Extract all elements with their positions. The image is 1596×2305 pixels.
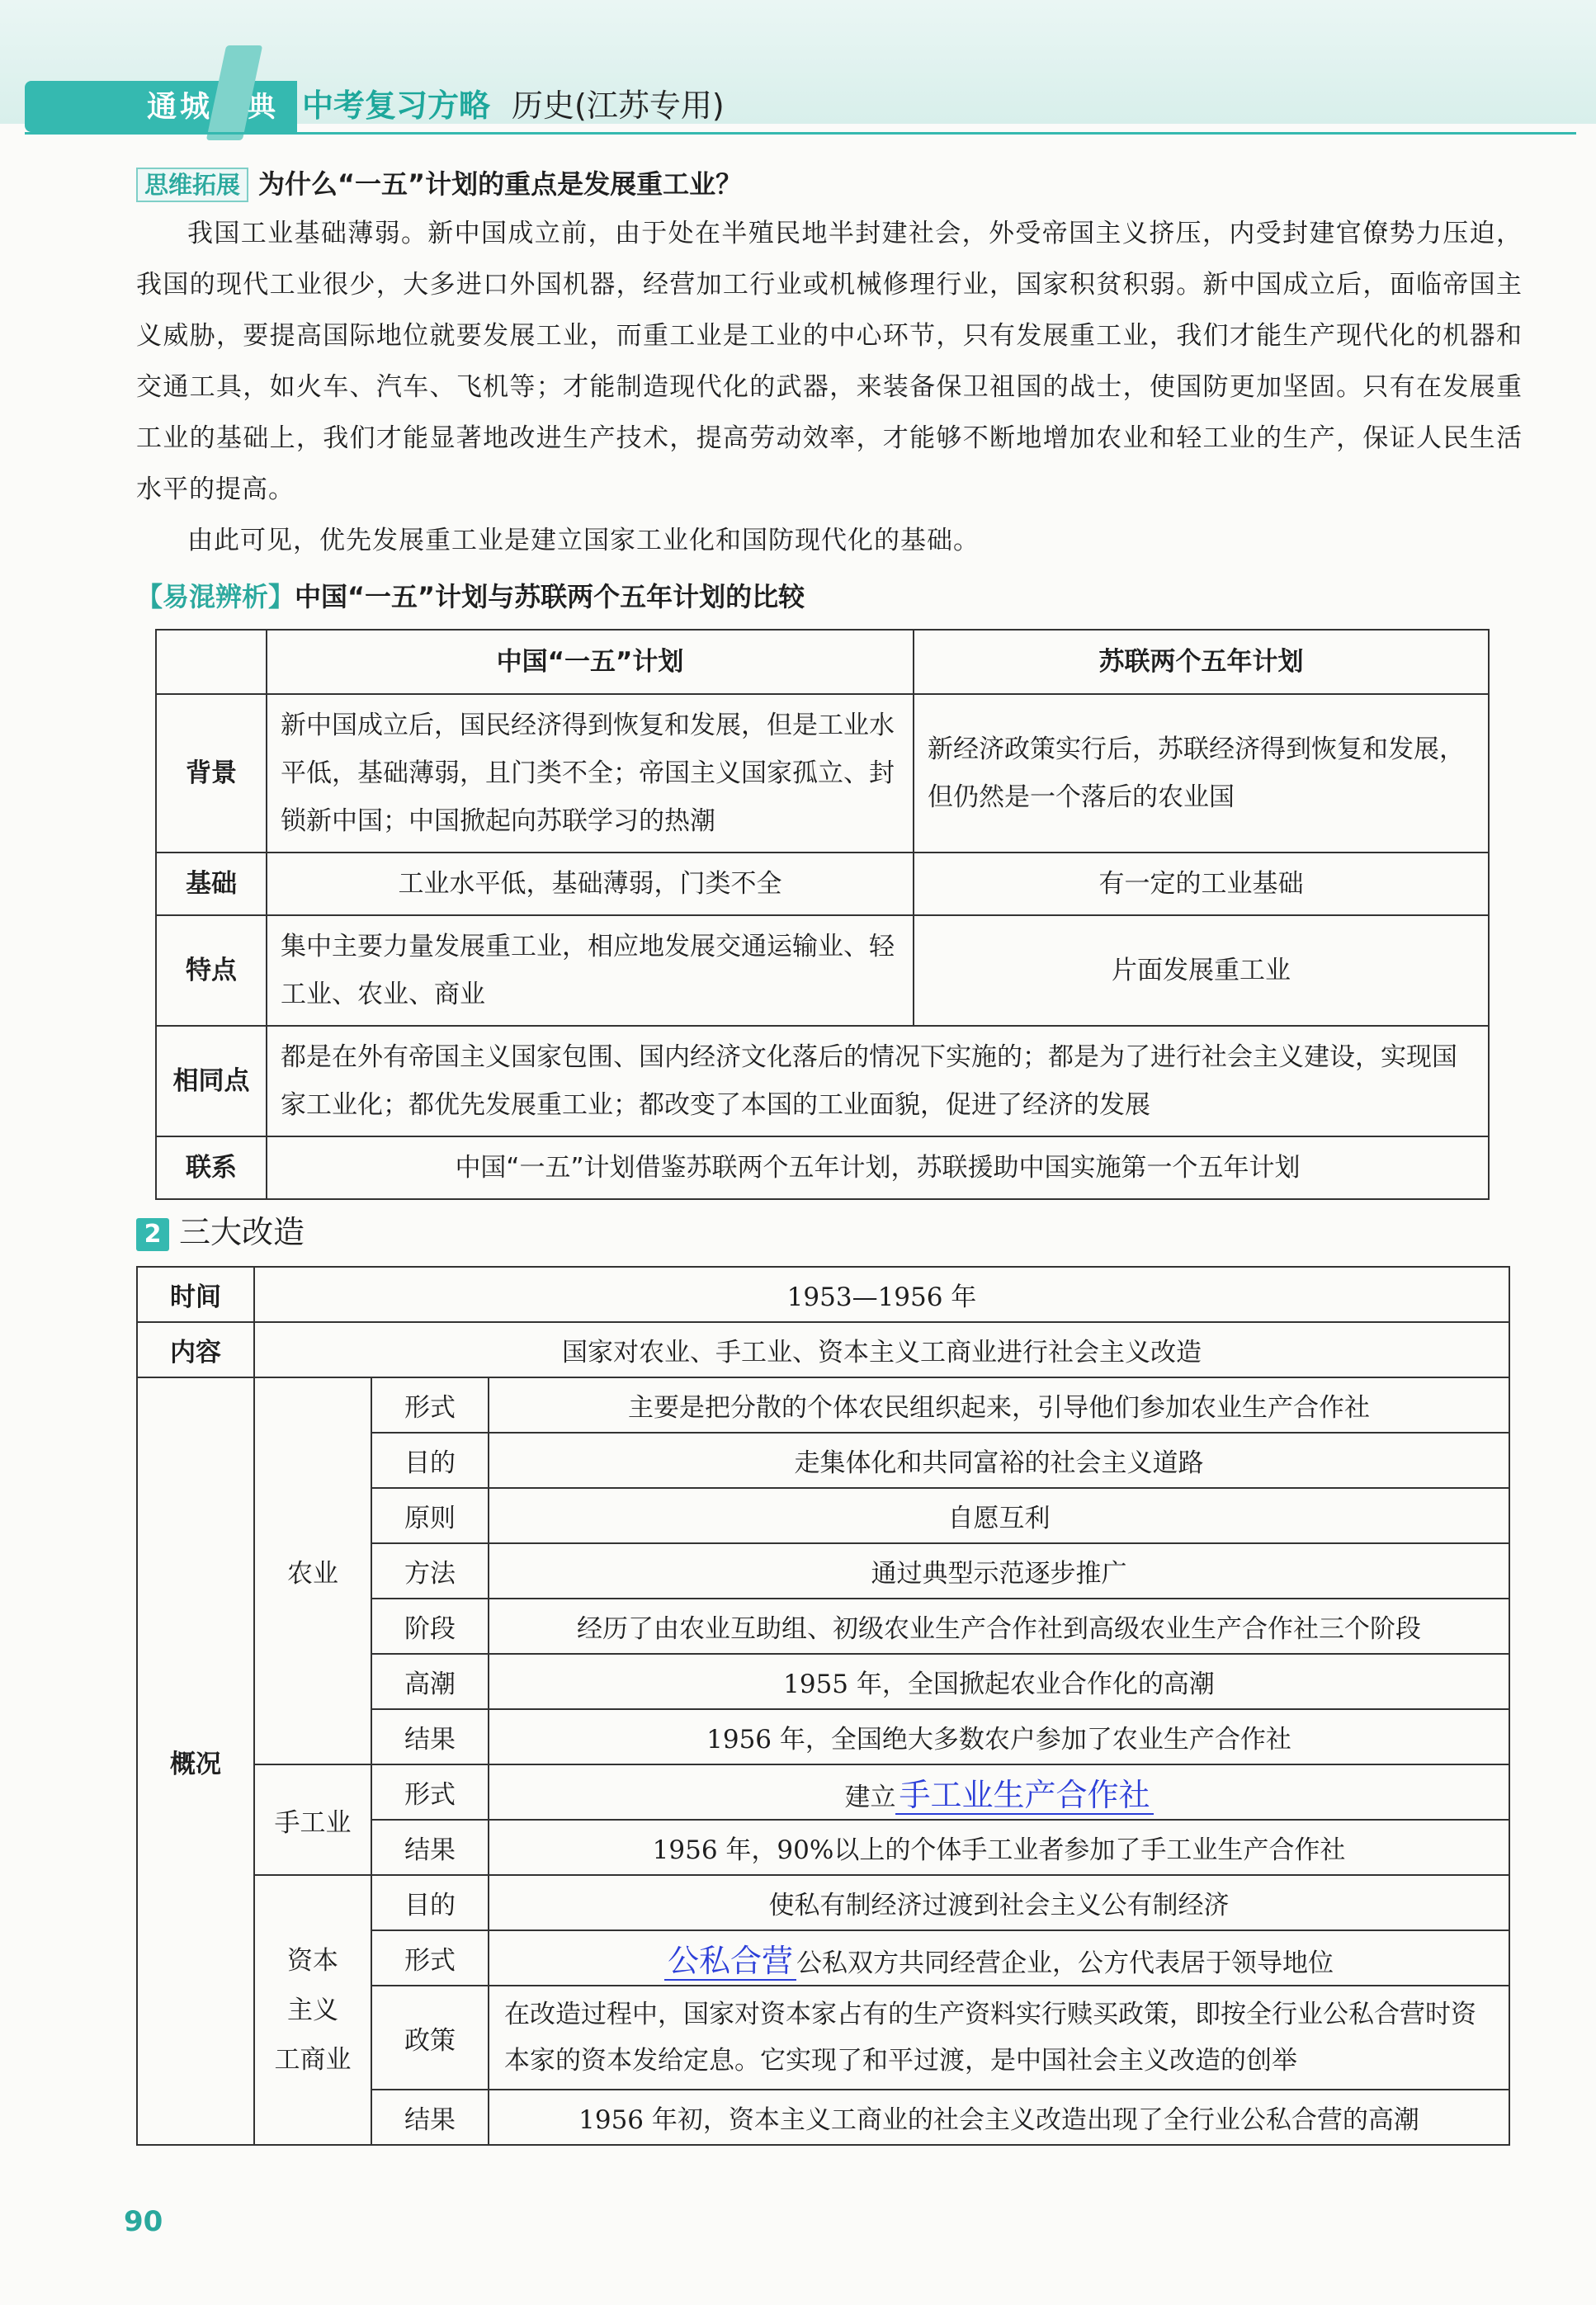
field-value: 在改造过程中，国家对资本家占有的生产资料实行赎买政策，即按全行业公私合营时资本家的资本发给定息。它实现了和平过渡，是中国社会主义改造的创举 xyxy=(489,1986,1509,2090)
cell-ussr: 片面发展重工业 xyxy=(914,915,1489,1026)
field-value: 1956 年初，资本主义工商业的社会主义改造出现了全行业公私合营的高潮 xyxy=(489,2090,1509,2145)
table-row xyxy=(137,1875,1509,1930)
header-divider xyxy=(25,132,1576,135)
handwritten-answer[interactable]: 公私合营 xyxy=(664,1943,796,1981)
capital-label-3: 工商业 xyxy=(274,2044,352,2075)
table-row xyxy=(156,694,1489,853)
time-value: 1953—1956 年 xyxy=(254,1267,1509,1322)
field-value: 使私有制经济过渡到社会主义公有制经济 xyxy=(489,1875,1509,1930)
section-2-heading xyxy=(136,1209,305,1255)
table-row xyxy=(156,853,1489,915)
think-question: 为什么“一五”计划的重点是发展重工业？ xyxy=(258,168,743,200)
field-label: 形式 xyxy=(371,1764,489,1820)
header-china: 中国“一五”计划 xyxy=(267,630,914,694)
capital-label xyxy=(254,1875,371,2145)
cell-china: 新中国成立后，国民经济得到恢复和发展，但是工业水平低，基础薄弱，且门类不全；帝国主义国家孤立、封锁新中国；中国掀起向苏联学习的热潮 xyxy=(267,694,914,853)
subject-title: 历史(江苏专用) xyxy=(512,87,725,124)
field-value: 自愿互利 xyxy=(489,1488,1509,1543)
brand-char: 典 xyxy=(248,91,276,124)
table-row xyxy=(156,1026,1489,1136)
handicraft-label: 手工业 xyxy=(254,1764,371,1875)
row-label: 基础 xyxy=(156,853,267,915)
think-section xyxy=(136,165,1523,566)
field-value: 通过典型示范逐步推广 xyxy=(489,1543,1509,1599)
page-number: 90 xyxy=(124,2205,163,2238)
cell-ussr: 新经济政策实行后，苏联经济得到恢复和发展，但仍然是一个落后的农业国 xyxy=(914,694,1489,853)
field-value: 1955 年，全国掀起农业合作化的高潮 xyxy=(489,1654,1509,1709)
header-ussr: 苏联两个五年计划 xyxy=(914,630,1489,694)
row-label: 特点 xyxy=(156,915,267,1026)
section-title: 三大改造 xyxy=(179,1214,305,1250)
table-row xyxy=(137,1764,1509,1820)
field-label: 阶段 xyxy=(371,1599,489,1654)
field-label: 形式 xyxy=(371,1377,489,1433)
row-label: 相同点 xyxy=(156,1026,267,1136)
cell-china: 集中主要力量发展重工业，相应地发展交通运输业、轻工业、农业、商业 xyxy=(267,915,914,1026)
table-row xyxy=(156,1136,1489,1199)
field-value: 主要是把分散的个体农民组织起来，引导他们参加农业生产合作社 xyxy=(489,1377,1509,1433)
think-paragraph-2: 由此可见，优先发展重工业是建立国家工业化和国防现代化的基础。 xyxy=(187,526,980,555)
capital-label-1: 资本 xyxy=(287,1945,338,1976)
compare-tag: 【易混辨析】 xyxy=(136,581,295,612)
think-heading xyxy=(136,165,1523,203)
field-value: 1956 年，全国绝大多数农户参加了农业生产合作社 xyxy=(489,1709,1509,1764)
table-row xyxy=(137,1267,1509,1322)
field-value: 1956 年，90%以上的个体手工业者参加了手工业生产合作社 xyxy=(489,1820,1509,1875)
content-value: 国家对农业、手工业、资本主义工商业进行社会主义改造 xyxy=(254,1322,1509,1377)
row-label: 时间 xyxy=(137,1267,254,1322)
capital-label-2: 主义 xyxy=(287,1995,338,2025)
table-row xyxy=(137,1322,1509,1377)
compare-heading xyxy=(136,578,805,616)
row-label: 联系 xyxy=(156,1136,267,1199)
field-label: 原则 xyxy=(371,1488,489,1543)
header-empty-cell xyxy=(156,630,267,694)
field-label: 政策 xyxy=(371,1986,489,2090)
row-label: 背景 xyxy=(156,694,267,853)
field-value xyxy=(489,1930,1509,1986)
field-label: 目的 xyxy=(371,1433,489,1488)
field-label: 形式 xyxy=(371,1930,489,1986)
table-row xyxy=(137,1377,1509,1433)
compare-title: 中国“一五”计划与苏联两个五年计划的比较 xyxy=(295,581,805,612)
cell-china: 工业水平低，基础薄弱，门类不全 xyxy=(267,853,914,915)
field-value xyxy=(489,1764,1509,1820)
field-label: 结果 xyxy=(371,1709,489,1764)
cell-link: 中国“一五”计划借鉴苏联两个五年计划，苏联援助中国实施第一个五年计划 xyxy=(267,1136,1489,1199)
agri-label: 农业 xyxy=(254,1377,371,1764)
field-value: 走集体化和共同富裕的社会主义道路 xyxy=(489,1433,1509,1488)
field-label: 高潮 xyxy=(371,1654,489,1709)
row-label: 内容 xyxy=(137,1322,254,1377)
section-number: 2 xyxy=(136,1218,169,1251)
overview-label: 概况 xyxy=(137,1377,254,2145)
series-title: 中考复习方略 xyxy=(302,87,491,124)
cell-same: 都是在外有帝国主义国家包围、国内经济文化落后的情况下实施的；都是为了进行社会主义建设，实现国家工业化；都优先发展重工业；都改变了本国的工业面貌，促进了经济的发展 xyxy=(267,1026,1489,1136)
form-text: 公私双方共同经营企业，公方代表居于领导地位 xyxy=(796,1948,1334,1978)
cell-ussr: 有一定的工业基础 xyxy=(914,853,1489,915)
field-label: 结果 xyxy=(371,2090,489,2145)
field-value: 经历了由农业互助组、初级农业生产合作社到高级农业生产合作社三个阶段 xyxy=(489,1599,1509,1654)
handwritten-answer[interactable]: 手工业生产合作社 xyxy=(895,1777,1153,1815)
table-header-row xyxy=(156,630,1489,694)
compare-table xyxy=(155,629,1490,1200)
form-prefix: 建立 xyxy=(844,1783,896,1812)
field-label: 结果 xyxy=(371,1820,489,1875)
brand-name: 通城 xyxy=(147,90,214,124)
field-label: 方法 xyxy=(371,1543,489,1599)
reform-table xyxy=(136,1266,1510,2146)
think-tag: 思维拓展 xyxy=(136,168,248,202)
field-label: 目的 xyxy=(371,1875,489,1930)
table-row xyxy=(156,915,1489,1026)
think-paragraph-1: 我国工业基础薄弱。新中国成立前，由于处在半殖民地半封建社会，外受帝国主义挤压，内受封建官僚势力压迫，我国的现代工业很少，大多进口外国机器，经营加工行业或机械修理行业，国家积贫积弱。新中国成立后，面临帝国主义威胁，要提高国际地位就要发展工业，而重工业是工业的中心环节，只有发展重工业，我们才能生产现代化的机器和交通工具，如火车、汽车、飞机等；才能制造现代化的武器，来装备保卫祖国的战士，使国防更加坚固。只有在发展重工业的基础上，我们才能显著地改进生产技术，提高劳动效率，才能够不断地增加农业和轻工业的生产，保证人民生活水平的提高。 xyxy=(136,219,1523,504)
